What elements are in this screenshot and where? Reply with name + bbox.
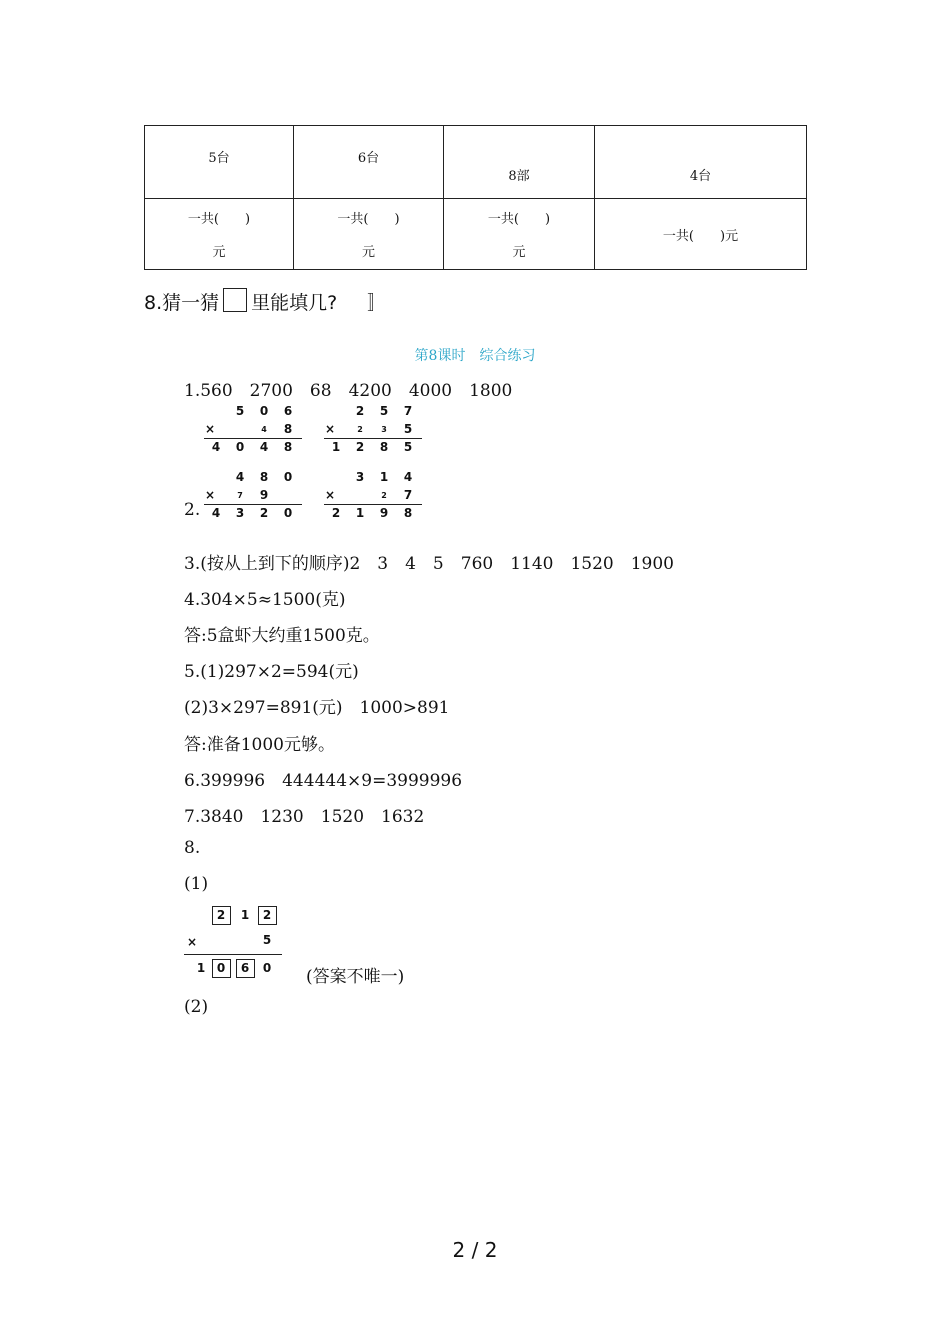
- digit: 9: [259, 488, 269, 502]
- digit: 2: [355, 440, 365, 454]
- unit-label: 元: [212, 245, 226, 260]
- total-label: 一共( ): [337, 212, 400, 227]
- digit: 0: [283, 506, 293, 520]
- times-sign: ×: [324, 488, 336, 502]
- carry-digit: 2: [381, 491, 387, 500]
- digit: 2: [258, 906, 277, 925]
- digit: 3: [355, 470, 365, 484]
- digit: 6: [283, 404, 293, 418]
- digit: 0: [283, 470, 293, 484]
- digit: 3: [235, 506, 245, 520]
- rule-line: [204, 438, 302, 439]
- digit: 9: [379, 506, 389, 520]
- digit: 8: [283, 440, 293, 454]
- times-sign: ×: [186, 935, 198, 949]
- digit: 4: [211, 506, 221, 520]
- table-cell: [444, 199, 595, 270]
- digit: 5: [235, 404, 245, 418]
- answer-4-line-2: 答:5盒虾大约重1500克。: [184, 626, 380, 646]
- answer-5-line-3: 答:准备1000元够。: [184, 735, 335, 755]
- digit: 1: [331, 440, 341, 454]
- answer-6: 6.399996 444444×9=3999996: [184, 771, 463, 791]
- table-cell: [444, 126, 595, 199]
- answer-1: 1.560 2700 68 4200 4000 1800: [184, 381, 513, 401]
- answer-7: 7.3840 1230 1520 1632: [184, 807, 425, 827]
- digit: 1: [355, 506, 365, 520]
- puzzle-8-1: [184, 906, 284, 976]
- digit: 6: [236, 959, 255, 978]
- total-label: 一共( ): [187, 212, 251, 227]
- digit: 5: [379, 404, 389, 418]
- table-cell: [294, 199, 444, 270]
- section-title: 第8课时 综合练习: [414, 348, 536, 364]
- digit: 0: [259, 404, 269, 418]
- unit-label: 元: [361, 245, 375, 260]
- table-cell: [595, 126, 807, 199]
- answer-8: 8.: [184, 838, 201, 858]
- price-table: [144, 125, 807, 270]
- rule-line: [324, 504, 422, 505]
- digit: 2: [355, 404, 365, 418]
- multiplication-4: [324, 470, 424, 522]
- digit: 8: [379, 440, 389, 454]
- filled-digit-box: [210, 959, 232, 978]
- answer-4-line-1: 4.304×5≈1500(克): [184, 590, 346, 610]
- answer-5-line-1: 5.(1)297×2=594(元): [184, 662, 359, 682]
- digit: 2: [259, 506, 269, 520]
- digit: 7: [403, 488, 413, 502]
- multiplication-1: [204, 404, 304, 456]
- rule-line: [204, 504, 302, 505]
- digit: 0: [235, 440, 245, 454]
- multiplication-2: [324, 404, 424, 456]
- carry-digit: 3: [381, 425, 387, 434]
- qty-label: 4台: [689, 168, 712, 184]
- digit: 5: [262, 933, 272, 947]
- qty-label: 8部: [508, 168, 530, 184]
- answer-2-label: 2.: [184, 500, 201, 520]
- times-sign: ×: [324, 422, 336, 436]
- digit: 5: [403, 422, 413, 436]
- table-cell: [595, 199, 807, 270]
- digit: 1: [196, 961, 206, 975]
- total-label: 一共( ): [487, 212, 551, 227]
- answer-8-part-1: (1): [184, 874, 209, 894]
- digit: 0: [212, 959, 231, 978]
- unit-label: 元: [512, 245, 526, 260]
- multiplication-3: [204, 470, 304, 522]
- digit: 2: [212, 906, 231, 925]
- question-8-suffix: 里能填几?: [251, 292, 338, 314]
- carry-digit: 7: [237, 491, 243, 500]
- digit: 5: [403, 440, 413, 454]
- rule-line: [324, 438, 422, 439]
- answer-note: (答案不唯一): [306, 967, 405, 987]
- page-number: 2 / 2: [452, 1238, 498, 1262]
- times-sign: ×: [204, 422, 216, 436]
- filled-digit-box: [210, 906, 232, 925]
- digit: 8: [283, 422, 293, 436]
- table-cell: [145, 199, 294, 270]
- digit: 1: [240, 908, 250, 922]
- carry-digit: 2: [357, 425, 363, 434]
- digit: 4: [403, 470, 413, 484]
- total-label: 一共( )元: [662, 228, 739, 244]
- qty-label: 6台: [357, 150, 380, 166]
- question-8: [144, 288, 386, 315]
- digit: 2: [331, 506, 341, 520]
- digit: 0: [262, 961, 272, 975]
- digit: 8: [403, 506, 413, 520]
- blank-box-icon: [223, 288, 247, 312]
- rule-line: [184, 954, 282, 955]
- table-cell: [145, 126, 294, 199]
- filled-digit-box: [256, 906, 278, 925]
- digit: 8: [259, 470, 269, 484]
- bracket-mark: 〛: [367, 292, 387, 314]
- digit: 4: [211, 440, 221, 454]
- question-8-prefix: 8.猜一猜: [144, 292, 220, 314]
- digit: 7: [403, 404, 413, 418]
- answer-5-line-2: (2)3×297=891(元) 1000>891: [184, 698, 450, 718]
- carry-digit: 4: [261, 425, 267, 434]
- times-sign: ×: [204, 488, 216, 502]
- answer-3: 3.(按从上到下的顺序)2 3 4 5 760 1140 1520 1900: [184, 554, 674, 574]
- digit: 4: [259, 440, 269, 454]
- digit: 1: [379, 470, 389, 484]
- table-cell: [294, 126, 444, 199]
- filled-digit-box: [234, 959, 256, 978]
- answer-8-part-2: (2): [184, 997, 209, 1017]
- digit: 4: [235, 470, 245, 484]
- qty-label: 5台: [208, 150, 230, 166]
